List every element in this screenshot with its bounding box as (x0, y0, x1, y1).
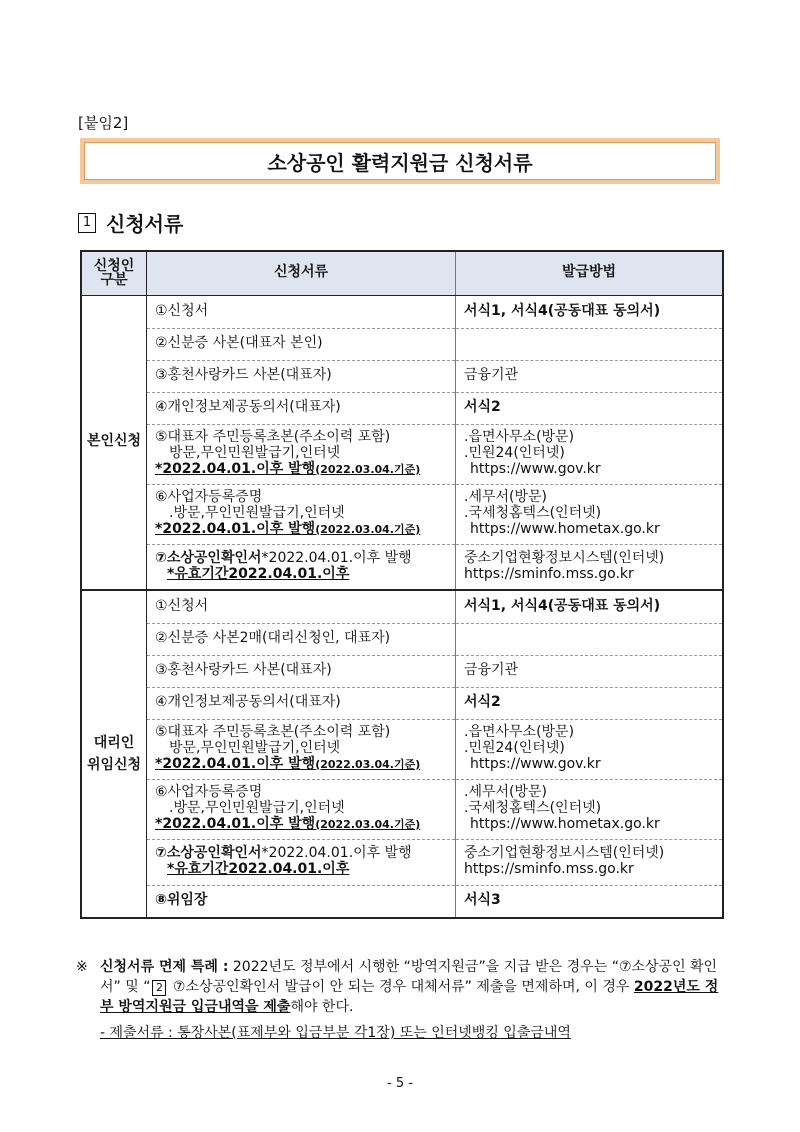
doc-line: (2022.03.04.기준) (315, 817, 421, 831)
table-row (81, 779, 723, 839)
doc-cell: ④개인정보제공동의서(대표자) (147, 687, 456, 719)
doc-line: ⑥사업자등록증명 (155, 784, 263, 801)
document-title-box (80, 138, 720, 184)
method-line: .세무서(방문) (464, 784, 547, 801)
method-line: .세무서(방문) (464, 489, 547, 506)
note-paragraph (76, 957, 726, 1017)
doc-line: (2022.03.04.기준) (315, 462, 421, 476)
doc-cell: ③홍천사랑카드 사본(대표자) (147, 655, 456, 687)
note-title: 신청서류 면제 특례 : (100, 959, 229, 975)
doc-cell: ①신청서 (147, 590, 456, 623)
method-line: 중소기업현황정보시스템(인터넷) (464, 845, 665, 862)
exemption-note (76, 957, 726, 1043)
section-number: 1 (78, 213, 96, 233)
doc-line: *2022.04.01.이후 발행 (155, 520, 316, 537)
doc-line: *2022.04.01.이후 발행 (261, 550, 412, 567)
doc-line: .방문,무인민원발급기,인터넷 (169, 505, 345, 522)
method-line: .읍면사무소(방문) (464, 429, 575, 446)
method-cell (456, 623, 724, 655)
doc-cell: ③홍천사랑카드 사본(대표자) (147, 360, 456, 392)
table-row (81, 719, 723, 779)
method-cell: 서식3 (456, 885, 724, 918)
note-text: 해야 한다. (290, 999, 354, 1015)
method-line: 중소기업현황정보시스템(인터넷) (464, 550, 665, 567)
method-cell (456, 484, 724, 544)
method-line: https://www.gov.kr (470, 460, 601, 477)
doc-cell: ④개인정보제공동의서(대표자) (147, 392, 456, 424)
table-row (81, 885, 723, 918)
doc-line: ⑦소상공인확인서 (155, 550, 262, 567)
group-label-self: 본인신청 (81, 295, 147, 590)
doc-cell (147, 839, 456, 885)
doc-line: 방문,무인민원발급기,인터넷 (169, 445, 341, 462)
note-emphasis: 2022년도 정부 방역지원금 입금내역을 제출 (100, 979, 719, 1015)
method-line: https://sminfo.mss.go.kr (464, 565, 634, 582)
doc-line: *유효기간2022.04.01.이후 (167, 861, 350, 877)
method-line: https://www.hometax.go.kr (470, 520, 660, 537)
method-cell (456, 544, 724, 590)
doc-line: ⑥사업자등록증명 (155, 489, 263, 506)
document-title: 소상공인 활력지원금 신청서류 (84, 142, 716, 180)
doc-line: *2022.04.01.이후 발행 (155, 755, 316, 772)
method-line: https://www.gov.kr (470, 755, 601, 772)
method-cell (456, 779, 724, 839)
section-title: 신청서류 (106, 212, 184, 236)
doc-line: *2022.04.01.이후 발행 (261, 845, 412, 862)
doc-line: (2022.03.04.기준) (315, 522, 421, 536)
method-cell (456, 328, 724, 360)
table-row (81, 328, 723, 360)
method-cell: 금융기관 (456, 655, 724, 687)
method-cell: 서식2 (456, 392, 724, 424)
method-cell (456, 839, 724, 885)
note-text: 2022년도 정부에서 시행한 “방역지원금”을 지급 받은 경우는 “⑦소상공인 확인서” 및 “ (100, 959, 718, 995)
method-line: .민원24(인터넷) (464, 445, 565, 462)
doc-line: 방문,무인민원발급기,인터넷 (169, 740, 341, 757)
table-row (81, 544, 723, 590)
doc-line: .방문,무인민원발급기,인터넷 (169, 800, 345, 817)
doc-cell (147, 719, 456, 779)
group-label-proxy: 대리인 위임신청 (81, 590, 147, 918)
doc-cell: ②신분증 사본2매(대리신청인, 대표자) (147, 623, 456, 655)
documents-table (80, 250, 724, 919)
table-row (81, 655, 723, 687)
note-box-number: 2 (152, 980, 166, 996)
table-row (81, 839, 723, 885)
section-heading (78, 208, 183, 237)
doc-cell (147, 424, 456, 484)
doc-cell (147, 779, 456, 839)
doc-line: ⑤대표자 주민등록초본(주소이력 포함) (155, 429, 391, 446)
note-text: ⑦소상공인확인서 발급이 안 되는 경우 대체서류” 제출을 면제하며, 이 경우 (168, 979, 634, 995)
method-line: https://www.hometax.go.kr (470, 815, 660, 832)
table-row (81, 424, 723, 484)
note-mark: ※ (76, 959, 88, 975)
method-cell (456, 424, 724, 484)
table-row (81, 295, 723, 328)
table-row (81, 590, 723, 623)
doc-line: ⑦소상공인확인서 (155, 845, 262, 862)
method-cell: 서식1, 서식4(공동대표 동의서) (456, 590, 724, 623)
method-line: .읍면사무소(방문) (464, 724, 575, 741)
note-sub-item: - 제출서류 : 통장사본(표제부와 입금부분 각1장) 또는 인터넷뱅킹 입출금내역 (100, 1025, 571, 1041)
method-cell: 서식2 (456, 687, 724, 719)
doc-cell: ①신청서 (147, 295, 456, 328)
method-cell (456, 719, 724, 779)
table-row (81, 392, 723, 424)
doc-cell: ②신분증 사본(대표자 본인) (147, 328, 456, 360)
table-row (81, 687, 723, 719)
method-line: https://sminfo.mss.go.kr (464, 861, 634, 877)
doc-line: (2022.03.04.기준) (315, 757, 421, 771)
doc-cell: ⑧위임장 (147, 885, 456, 918)
header-applicant-type: 신청인 구분 (81, 251, 147, 295)
attachment-label: [붙임2] (78, 114, 129, 132)
doc-line: *유효기간2022.04.01.이후 (167, 565, 350, 582)
method-cell: 금융기관 (456, 360, 724, 392)
doc-cell (147, 544, 456, 590)
doc-cell (147, 484, 456, 544)
method-line: .국세청홈텍스(인터넷) (464, 505, 602, 522)
header-method: 발급방법 (456, 251, 724, 295)
doc-line: *2022.04.01.이후 발행 (155, 460, 316, 477)
method-cell: 서식1, 서식4(공동대표 동의서) (464, 302, 661, 319)
header-documents: 신청서류 (147, 251, 456, 295)
method-line: .민원24(인터넷) (464, 740, 565, 757)
table-row (81, 360, 723, 392)
method-line: .국세청홈텍스(인터넷) (464, 800, 602, 817)
table-row (81, 484, 723, 544)
table-row (81, 623, 723, 655)
page-number: - 5 - (387, 1076, 413, 1091)
doc-line: *2022.04.01.이후 발행 (155, 815, 316, 832)
doc-line: ⑤대표자 주민등록초본(주소이력 포함) (155, 724, 391, 741)
